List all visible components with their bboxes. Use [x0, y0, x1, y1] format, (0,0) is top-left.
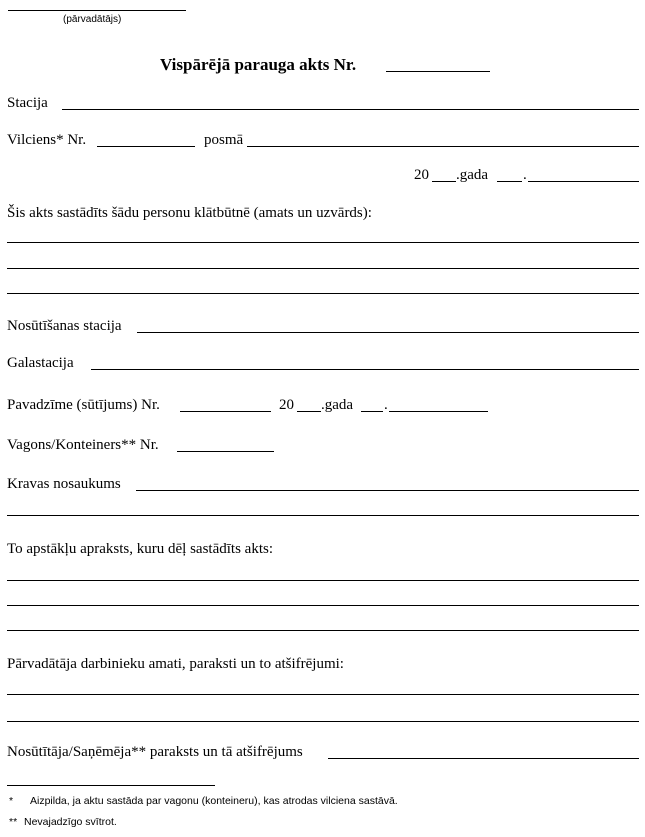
wagon-number-field[interactable] [177, 451, 274, 452]
persons-label: Šis akts sastādīts šādu personu klātbūtnē (amats un uzvārds): [7, 205, 372, 221]
segment-field[interactable] [247, 146, 639, 147]
waybill-year-prefix: 20 [279, 397, 294, 413]
waybill-date-dot: . [384, 397, 388, 413]
train-number-field[interactable] [97, 146, 195, 147]
dispatch-station-field[interactable] [137, 332, 639, 333]
sender-label: Nosūtītāja/Saņēmēja** paraksts un tā atšifrējums [7, 744, 303, 760]
waybill-day-field[interactable] [389, 411, 488, 412]
cargo-label: Kravas nosaukums [7, 476, 121, 492]
cargo-field-1[interactable] [136, 490, 639, 491]
waybill-number-field[interactable] [180, 411, 271, 412]
train-label: Vilciens* Nr. [7, 132, 87, 148]
footnote-separator [7, 785, 215, 786]
staff-line-2[interactable] [7, 721, 639, 722]
page-title: Vispārējā parauga akts Nr. [160, 55, 357, 74]
circumstances-line-2[interactable] [7, 605, 639, 606]
date-year-prefix: 20 [414, 167, 429, 183]
cargo-field-2[interactable] [7, 515, 639, 516]
wagon-label: Vagons/Konteiners** Nr. [7, 437, 159, 453]
carrier-line[interactable] [8, 10, 186, 11]
waybill-year-field[interactable] [297, 411, 321, 412]
date-gada-label: .gada [456, 167, 489, 183]
circumstances-line-1[interactable] [7, 580, 639, 581]
footnote-2-text: Nevajadzīgo svītrot. [24, 816, 117, 828]
sender-signature-field[interactable] [328, 758, 639, 759]
destination-label: Galastacija [7, 355, 74, 371]
act-number-line[interactable] [386, 71, 490, 72]
carrier-caption: (pārvadātājs) [63, 14, 122, 25]
waybill-label: Pavadzīme (sūtījums) Nr. [7, 397, 160, 413]
station-field[interactable] [62, 109, 639, 110]
dispatch-station-label: Nosūtīšanas stacija [7, 318, 122, 334]
staff-line-1[interactable] [7, 694, 639, 695]
waybill-gada-label: .gada [321, 397, 354, 413]
waybill-month-field[interactable] [361, 411, 383, 412]
persons-line-1[interactable] [7, 242, 639, 243]
segment-label: posmā [204, 132, 244, 148]
date-year-field[interactable] [432, 181, 456, 182]
destination-field[interactable] [91, 369, 639, 370]
date-dot: . [523, 167, 527, 183]
circumstances-label: To apstākļu apraksts, kuru dēļ sastādīts akts: [7, 541, 273, 557]
date-month-field[interactable] [497, 181, 522, 182]
date-day-field[interactable] [528, 181, 639, 182]
circumstances-line-3[interactable] [7, 630, 639, 631]
footnote-1-text: Aizpilda, ja aktu sastāda par vagonu (konteineru), kas atrodas vilciena sastāvā. [30, 795, 398, 807]
footnote-1-mark: * [9, 795, 14, 807]
footnote-2-mark: ** [9, 816, 18, 828]
staff-label: Pārvadātāja darbinieku amati, paraksti un to atšifrējumi: [7, 656, 344, 672]
persons-line-2[interactable] [7, 268, 639, 269]
station-label: Stacija [7, 95, 48, 111]
persons-line-3[interactable] [7, 293, 639, 294]
